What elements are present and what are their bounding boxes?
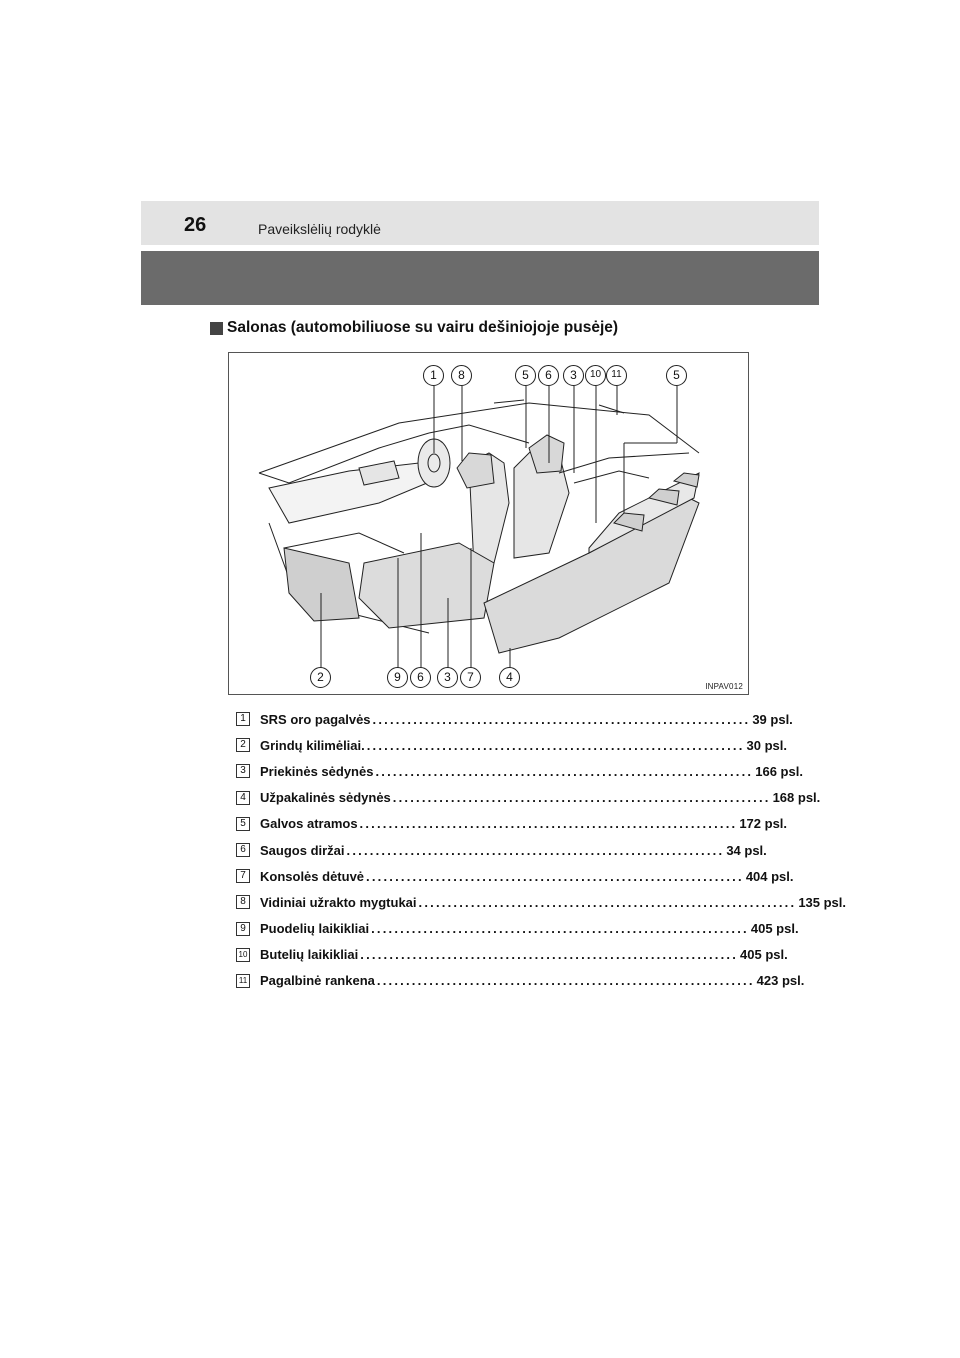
item-page: 166 psl.	[755, 763, 803, 779]
page-number: 26	[184, 214, 207, 236]
item-number: 11	[236, 974, 250, 988]
leader-dots: .................................................................	[366, 737, 745, 753]
item-page: 423 psl.	[756, 973, 805, 989]
callout-2: 2	[310, 667, 331, 688]
list-item	[236, 916, 799, 942]
callout-8: 8	[451, 365, 472, 386]
callout-3b: 3	[437, 667, 458, 688]
item-label: Konsolės dėtuvė	[260, 868, 365, 884]
list-item	[236, 811, 788, 837]
callout-5: 5	[515, 365, 536, 386]
leader-dots: .................................................................	[372, 711, 751, 727]
callout-7: 7	[460, 667, 481, 688]
leader-dots: .................................................................	[346, 842, 725, 858]
item-label: Galvos atramos	[260, 816, 358, 832]
callout-1: 1	[423, 365, 444, 386]
item-page: 39 psl.	[752, 711, 793, 727]
item-number: 3	[236, 764, 250, 778]
section-band	[141, 251, 819, 305]
item-label: Užpakalinės sėdynės	[260, 790, 391, 806]
page-title: Paveikslėlių rodyklė	[258, 221, 381, 237]
item-page: 30 psl.	[746, 737, 787, 753]
item-number: 4	[236, 791, 250, 805]
list-item	[236, 732, 787, 758]
leader-dots: .................................................................	[359, 816, 738, 832]
leader-dots: .................................................................	[392, 790, 771, 806]
callout-10: 10	[585, 365, 606, 386]
item-label: Puodelių laikikliai	[260, 921, 370, 937]
item-page: 172 psl.	[739, 816, 788, 832]
car-interior-drawing	[229, 353, 748, 694]
list-item	[236, 837, 767, 863]
header-band	[141, 201, 819, 245]
leader-dots: .................................................................	[375, 763, 754, 779]
item-number: 2	[236, 738, 250, 752]
item-label: Vidiniai užrakto mygtukai	[260, 894, 417, 910]
index-list	[236, 706, 847, 994]
leader-dots: .................................................................	[376, 973, 755, 989]
list-item	[236, 968, 805, 994]
leader-dots: .................................................................	[366, 868, 744, 884]
callout-6: 6	[538, 365, 559, 386]
item-page: 135 psl.	[798, 894, 847, 910]
item-page: 405 psl.	[750, 921, 799, 937]
section-heading-text: Salonas (automobiliuose su vairu dešiniojoje pusėje)	[227, 319, 619, 336]
item-label: Priekinės sėdynės	[260, 763, 374, 779]
list-item	[236, 863, 794, 889]
list-item	[236, 785, 821, 811]
item-number: 8	[236, 895, 250, 909]
list-item	[236, 889, 847, 915]
item-page: 405 psl.	[740, 947, 788, 963]
list-item	[236, 942, 788, 968]
leader-dots: .................................................................	[371, 921, 749, 937]
item-page: 168 psl.	[772, 790, 821, 806]
callout-9: 9	[387, 667, 408, 688]
item-label: Butelių laikikliai	[260, 947, 359, 963]
item-number: 7	[236, 869, 250, 883]
item-label: Grindų kilimėliai.	[260, 737, 365, 753]
callout-11: 11	[606, 365, 627, 386]
square-bullet-icon	[210, 322, 223, 335]
callout-3: 3	[563, 365, 584, 386]
item-number: 5	[236, 817, 250, 831]
figure-code: INPAV012	[705, 682, 743, 691]
item-label: Saugos diržai	[260, 842, 345, 858]
callout-6b: 6	[410, 667, 431, 688]
item-number: 1	[236, 712, 250, 726]
leader-dots: .................................................................	[360, 947, 739, 963]
item-number: 10	[236, 948, 250, 962]
list-item	[236, 758, 803, 784]
item-number: 9	[236, 922, 250, 936]
item-number: 6	[236, 843, 250, 857]
section-heading	[210, 319, 618, 337]
item-page: 404 psl.	[745, 868, 794, 884]
callout-4: 4	[499, 667, 520, 688]
item-label: SRS oro pagalvės	[260, 711, 371, 727]
list-item	[236, 706, 793, 732]
item-label: Pagalbinė rankena	[260, 973, 375, 989]
leader-dots: .................................................................	[418, 894, 797, 910]
item-page: 34 psl.	[726, 842, 767, 858]
interior-illustration	[228, 352, 749, 695]
callout-5b: 5	[666, 365, 687, 386]
